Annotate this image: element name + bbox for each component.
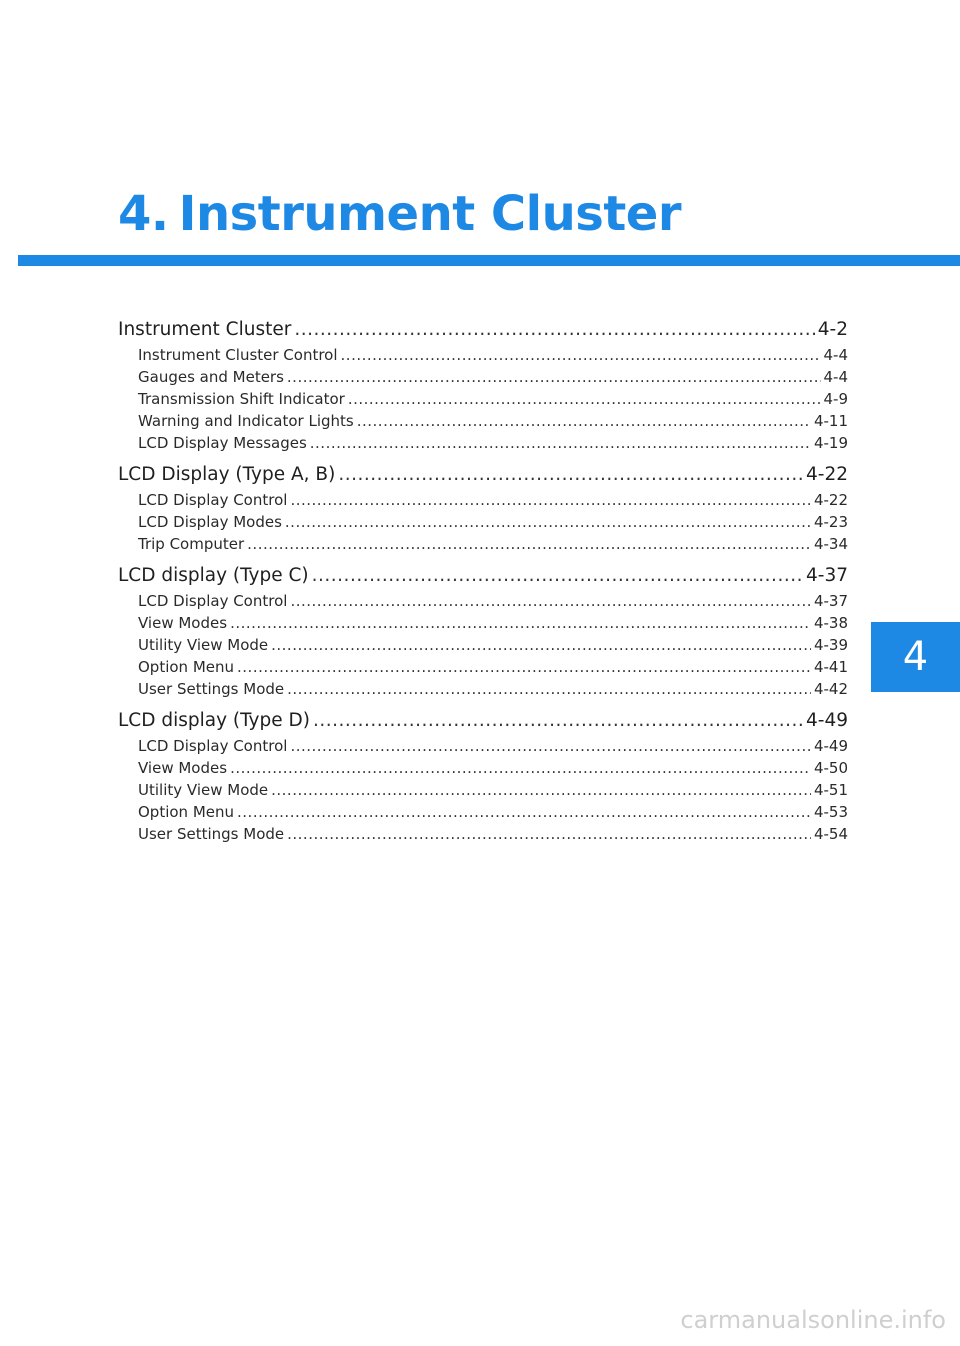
dot-leader bbox=[290, 590, 811, 612]
toc-subentry-page: 4-34 bbox=[813, 535, 848, 553]
toc-subentry-page: 4-23 bbox=[813, 513, 848, 531]
toc-subentry-page: 4-38 bbox=[813, 614, 848, 632]
toc-subentry-title: Instrument Cluster Control bbox=[138, 346, 338, 364]
dot-leader bbox=[287, 678, 811, 700]
toc-subentry[interactable] bbox=[118, 511, 848, 533]
dot-leader bbox=[312, 561, 803, 590]
toc-subentry-title: Warning and Indicator Lights bbox=[138, 412, 354, 430]
toc-subentry[interactable] bbox=[118, 388, 848, 410]
toc-subentry[interactable] bbox=[118, 489, 848, 511]
dot-leader bbox=[230, 612, 811, 634]
toc-subentry-page: 4-54 bbox=[813, 825, 848, 843]
toc-subentry[interactable] bbox=[118, 634, 848, 656]
dot-leader bbox=[271, 634, 811, 656]
dot-leader bbox=[237, 656, 811, 678]
toc-subentry[interactable] bbox=[118, 432, 848, 454]
toc-subentry-page: 4-19 bbox=[813, 434, 848, 452]
toc-subentry[interactable] bbox=[118, 410, 848, 432]
toc-entry-page: 4-2 bbox=[817, 319, 848, 340]
toc-section bbox=[118, 460, 848, 555]
toc-subentry-page: 4-4 bbox=[823, 346, 848, 364]
toc-subentry-title: View Modes bbox=[138, 614, 228, 632]
toc-subentry-title: User Settings Mode bbox=[138, 680, 285, 698]
toc-subentry[interactable] bbox=[118, 344, 848, 366]
toc-subentry-title: View Modes bbox=[138, 759, 228, 777]
toc-section bbox=[118, 561, 848, 700]
chapter-tab[interactable] bbox=[871, 622, 960, 692]
toc-entry-page: 4-22 bbox=[806, 464, 848, 485]
toc-subentry[interactable] bbox=[118, 656, 848, 678]
toc-subentry-title: LCD Display Control bbox=[138, 592, 288, 610]
toc-subentry[interactable] bbox=[118, 366, 848, 388]
toc-subentry-page: 4-37 bbox=[813, 592, 848, 610]
toc-entry[interactable] bbox=[118, 706, 848, 735]
toc-entry[interactable] bbox=[118, 315, 848, 344]
toc-subentry-page: 4-4 bbox=[823, 368, 848, 386]
dot-leader bbox=[310, 432, 811, 454]
dot-leader bbox=[348, 388, 821, 410]
toc-subentry[interactable] bbox=[118, 533, 848, 555]
toc-section bbox=[118, 315, 848, 454]
toc-entry-title: LCD display (Type C) bbox=[118, 565, 309, 586]
dot-leader bbox=[338, 460, 803, 489]
toc-subentry-page: 4-41 bbox=[813, 658, 848, 676]
toc-entry[interactable] bbox=[118, 561, 848, 590]
toc-subentry-title: User Settings Mode bbox=[138, 825, 285, 843]
toc-subentry-title: Utility View Mode bbox=[138, 781, 269, 799]
toc-entry-title: Instrument Cluster bbox=[118, 319, 292, 340]
toc-entry[interactable] bbox=[118, 460, 848, 489]
chapter-tab-label: 4 bbox=[902, 634, 929, 680]
dot-leader bbox=[287, 823, 811, 845]
dot-leader bbox=[290, 489, 811, 511]
toc-subentry-title: Gauges and Meters bbox=[138, 368, 284, 386]
chapter-number: 4. bbox=[118, 186, 169, 242]
toc-subentry-page: 4-42 bbox=[813, 680, 848, 698]
dot-leader bbox=[313, 706, 803, 735]
dot-leader bbox=[271, 779, 811, 801]
toc-subentry-title: Trip Computer bbox=[138, 535, 245, 553]
toc-subentry-title: Option Menu bbox=[138, 803, 235, 821]
watermark: carmanualsonline.info bbox=[680, 1306, 946, 1334]
toc-subentry[interactable] bbox=[118, 757, 848, 779]
toc-subentry[interactable] bbox=[118, 590, 848, 612]
toc-entry-page: 4-49 bbox=[806, 710, 848, 731]
toc-subentry[interactable] bbox=[118, 801, 848, 823]
toc-subentry[interactable] bbox=[118, 823, 848, 845]
toc-subentry-title: Transmission Shift Indicator bbox=[138, 390, 345, 408]
dot-leader bbox=[294, 315, 814, 344]
toc-entry-page: 4-37 bbox=[806, 565, 848, 586]
dot-leader bbox=[287, 366, 821, 388]
toc-subentry-title: Option Menu bbox=[138, 658, 235, 676]
toc-subentry[interactable] bbox=[118, 779, 848, 801]
toc-subentry-page: 4-22 bbox=[813, 491, 848, 509]
dot-leader bbox=[237, 801, 811, 823]
toc-entry-title: LCD Display (Type A, B) bbox=[118, 464, 336, 485]
table-of-contents bbox=[118, 315, 848, 851]
toc-subentry-title: LCD Display Control bbox=[138, 491, 288, 509]
heading-rule bbox=[18, 255, 960, 266]
chapter-title: Instrument Cluster bbox=[178, 186, 682, 242]
toc-subentry-title: LCD Display Control bbox=[138, 737, 288, 755]
toc-subentry[interactable] bbox=[118, 678, 848, 700]
toc-subentry[interactable] bbox=[118, 612, 848, 634]
toc-subentry-page: 4-39 bbox=[813, 636, 848, 654]
toc-subentry-page: 4-51 bbox=[813, 781, 848, 799]
dot-leader bbox=[290, 735, 811, 757]
dot-leader bbox=[285, 511, 811, 533]
dot-leader bbox=[230, 757, 811, 779]
dot-leader bbox=[341, 344, 821, 366]
toc-subentry-page: 4-9 bbox=[823, 390, 848, 408]
toc-subentry-title: LCD Display Messages bbox=[138, 434, 307, 452]
toc-subentry-page: 4-11 bbox=[813, 412, 848, 430]
dot-leader bbox=[357, 410, 811, 432]
toc-subentry-page: 4-50 bbox=[813, 759, 848, 777]
dot-leader bbox=[247, 533, 811, 555]
toc-subentry[interactable] bbox=[118, 735, 848, 757]
toc-subentry-page: 4-49 bbox=[813, 737, 848, 755]
chapter-heading bbox=[118, 186, 681, 250]
toc-subentry-page: 4-53 bbox=[813, 803, 848, 821]
toc-section bbox=[118, 706, 848, 845]
toc-subentry-title: LCD Display Modes bbox=[138, 513, 282, 531]
toc-subentry-title: Utility View Mode bbox=[138, 636, 269, 654]
toc-entry-title: LCD display (Type D) bbox=[118, 710, 310, 731]
